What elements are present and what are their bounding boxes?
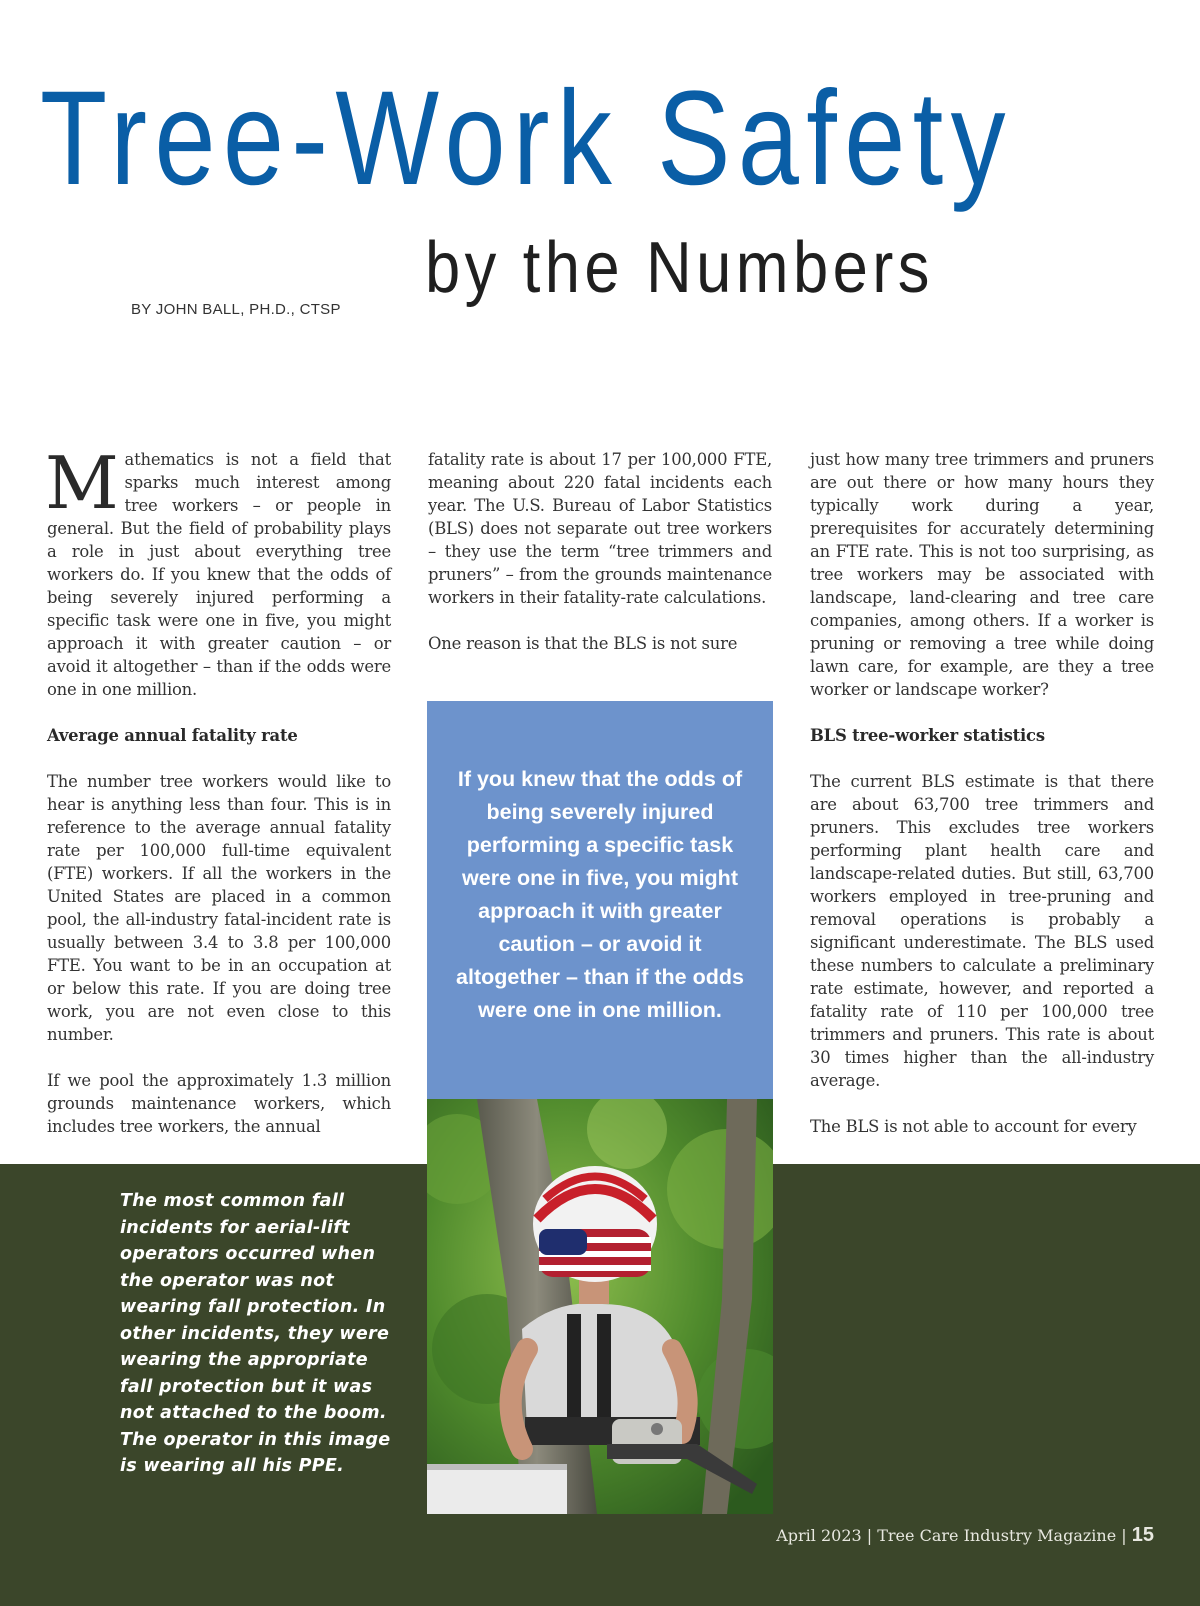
drop-cap: M: [45, 441, 119, 525]
column-2: [428, 448, 772, 678]
page-number: 15: [1131, 1524, 1154, 1546]
paragraph: The current BLS estimate is that there are about 63,700 tree trimmers and pruners. This excludes tree workers performing plant health care and landscape-related duties. But still, 63,700 workers employed in tree-pruning and removal operations is probably a significant underestimate. The BLS used these numbers to calculate a preliminary rate estimate, however, and reported a fatality rate of 110 per 100,000 tree trimmers and pruners. This rate is about 30 times higher than the all-industry average.: [810, 772, 1154, 1090]
article-subtitle: by the Numbers: [425, 228, 934, 308]
paragraph: If we pool the approximately 1.3 million grounds maintenance workers, which includes tree workers, the annual: [47, 1071, 391, 1136]
paragraph: just how many tree trimmers and pruners are out there or how many hours they typically work during a year, prerequisites for accurately determining an FTE rate. This is not too surprising, as tree workers may be associated with landscape, land-clearing and tree care companies, among others. If a worker is pruning or removing a tree while doing lawn care, for example, are they a tree worker or landscape worker?: [810, 450, 1154, 699]
paragraph: The number tree workers would like to hear is anything less than four. This is in reference to the average annual fatality rate per 100,000 full-time equivalent (FTE) workers. If all the workers in the United States are placed in a common pool, the all-industry fatal-incident rate is usually between 3.4 to 3.8 per 100,000 FTE. You want to be in an occupation at or below this rate. If you are doing tree work, you are not even close to this number.: [47, 772, 391, 1044]
paragraph: fatality rate is about 17 per 100,000 FTE, meaning about 220 fatal incidents each year. The U.S. Bureau of Labor Statistics (BLS) does not separate out tree workers – they use the term “tree trimmers and pruners” – from the grounds maintenance workers in their fatality-rate calculations.: [428, 450, 772, 607]
paragraph: One reason is that the BLS is not sure: [428, 634, 738, 653]
section-heading-fatality-rate: Average annual fatality rate: [47, 726, 298, 745]
page-footer: [776, 1524, 1154, 1547]
intro-text: athematics is not a field that sparks much interest among tree workers – or people in general. But the field of probability plays a role in just about everything tree workers do. If you knew that the odds of being severely injured performing a specific task were one in five, you might approach it with greater caution – or avoid it altogether – than if the odds were one in one million.: [47, 450, 391, 699]
article-title: Tree-Work Safety: [40, 64, 1013, 213]
arborist-photo: [427, 1099, 773, 1514]
paragraph: The BLS is not able to account for every: [810, 1117, 1137, 1136]
intro-paragraph: [45, 441, 391, 701]
photo-caption: The most common fall incidents for aerial-lift operators occurred when the operator was not wearing fall protection. In other incidents, they were wearing the appropriate fall protection but it was not attached to the boom. The operator in this image is wearing all his PPE.: [120, 1191, 391, 1476]
footer-text: April 2023 | Tree Care Industry Magazine |: [776, 1526, 1127, 1545]
column-3: [810, 448, 1154, 1161]
pull-quote: If you knew that the odds of being severely injured performing a specific task were one in five, you might approach it with greater caution – or avoid it altogether – than if the odds were one in one million.: [456, 767, 744, 1022]
byline: BY JOHN BALL, PH.D., CTSP: [131, 301, 341, 318]
pull-quote-box: [427, 701, 773, 1099]
section-heading-bls-statistics: BLS tree-worker statistics: [810, 726, 1045, 745]
column-1: [45, 441, 391, 1161]
